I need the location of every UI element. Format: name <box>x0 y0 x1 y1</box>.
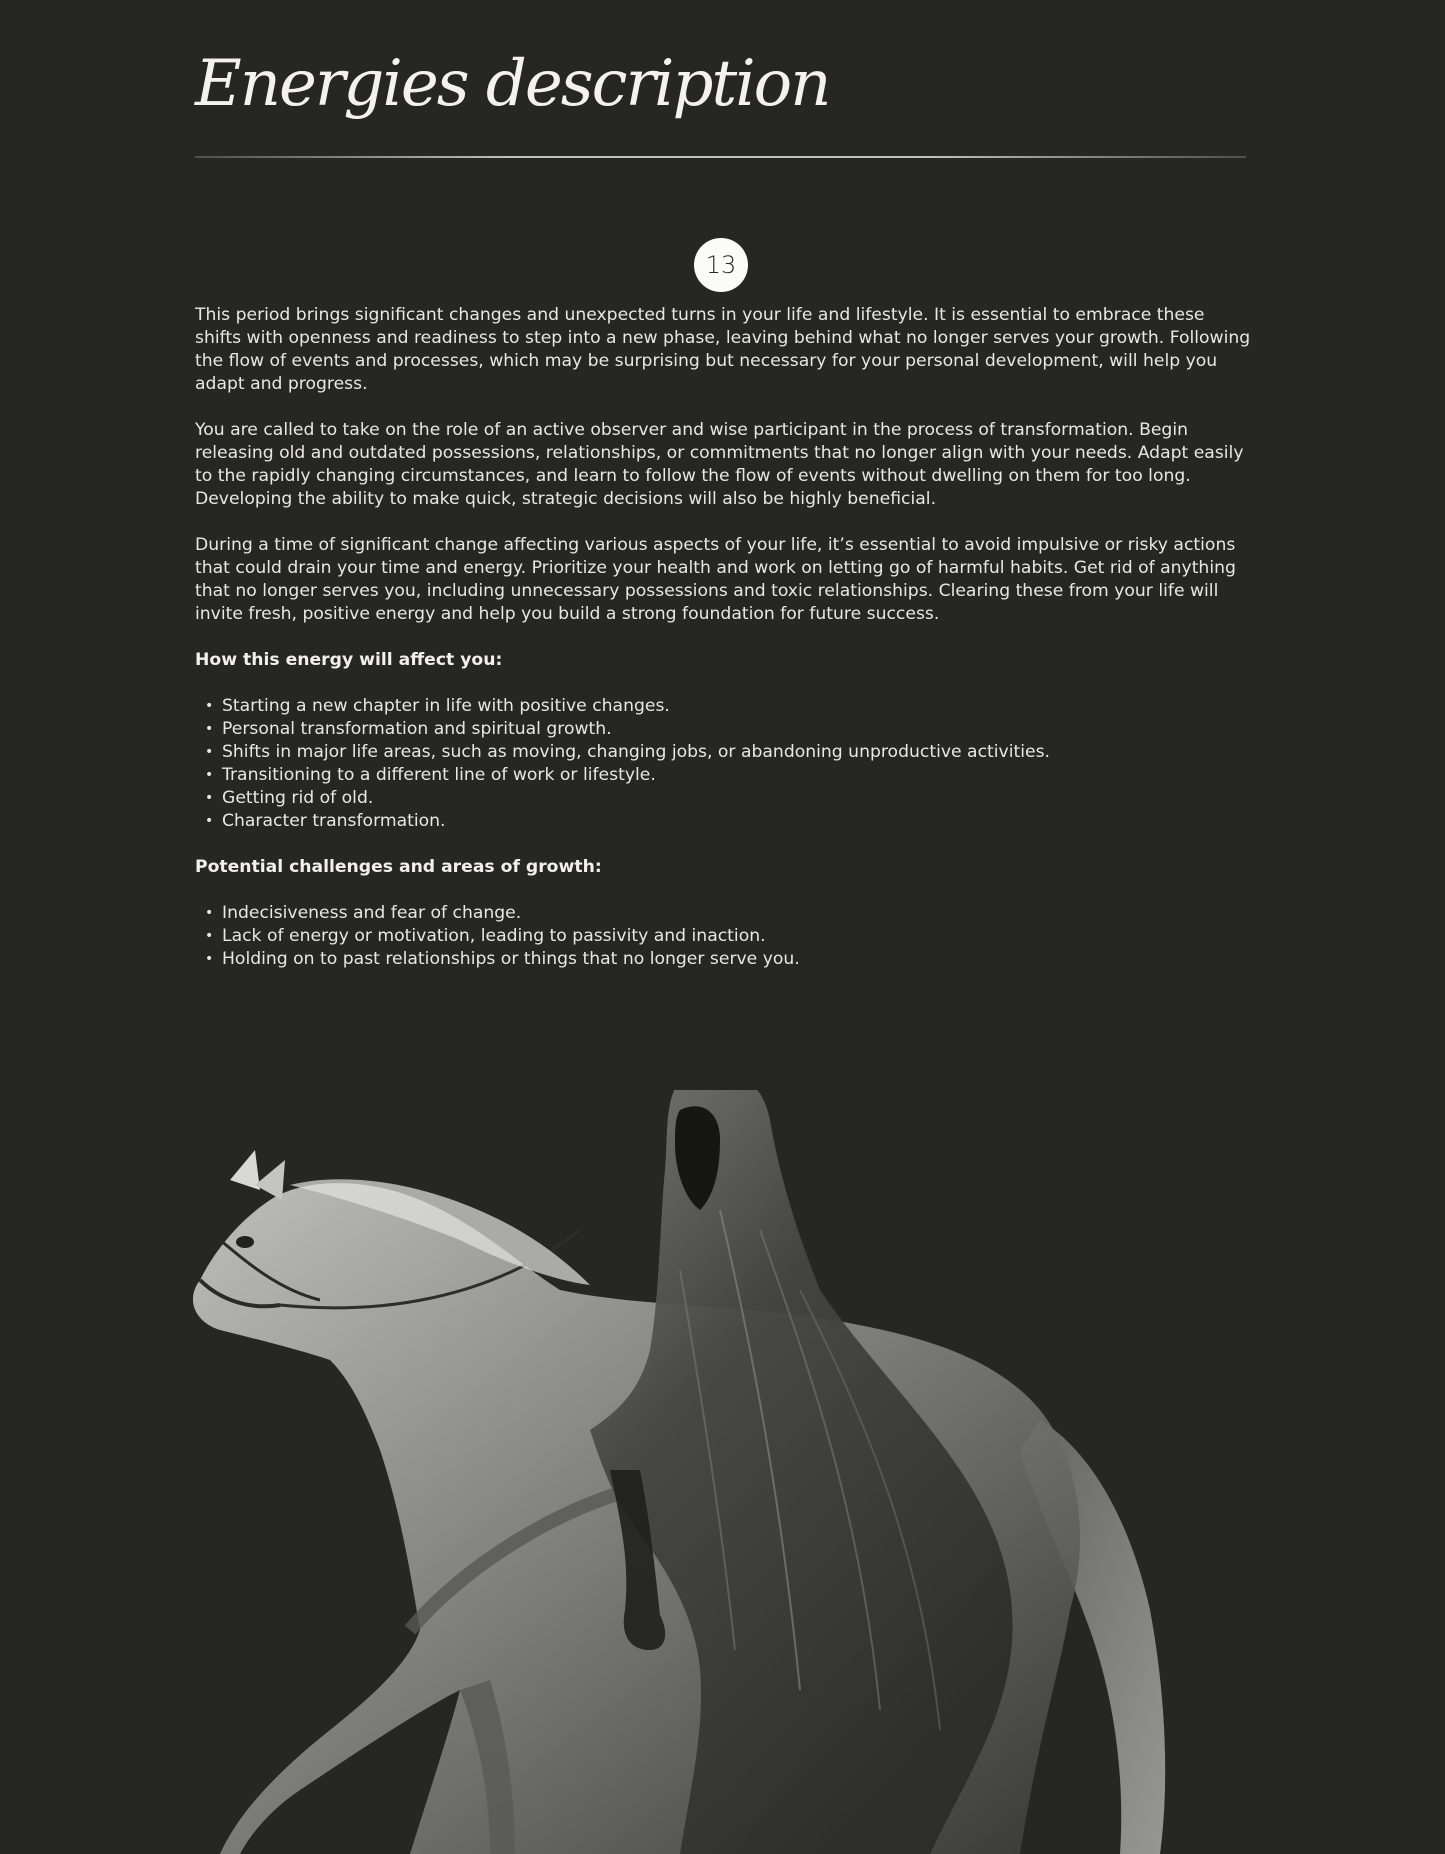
effects-list <box>195 695 1255 833</box>
page-title: Energies description <box>195 47 830 121</box>
list-item: • Transitioning to a different line of work or lifestyle. <box>222 764 1255 787</box>
energy-number: 13 <box>705 251 737 279</box>
paragraph-2: You are called to take on the role of an active observer and wise participant in the process of transformation. Begin releasing old and outdated possessions, relationships, or commitments that no longer align with your needs. Adapt easily to the rapidly changing circumstances, and learn to follow the flow of events without dwelling on them for too long. Developing the ability to make quick, strategic decisions will also be highly beneficial. <box>195 420 1244 509</box>
effects-heading: How this energy will affect you: <box>195 650 503 670</box>
paragraph-1: This period brings significant changes and unexpected turns in your life and lifestyle. It is essential to embrace these shifts with openness and readiness to step into a new phase, leaving behind what no longer serves your growth. Following the flow of events and processes, which may be surprising but necessary for your personal development, will help you adapt and progress. <box>195 305 1251 394</box>
description-content <box>195 304 1255 994</box>
list-item: • Lack of energy or motivation, leading to passivity and inaction. <box>222 925 1255 948</box>
hooded-rider-on-horse-illustration <box>160 1090 1280 1854</box>
list-item: • Personal transformation and spiritual growth. <box>222 718 1255 741</box>
list-item: • Getting rid of old. <box>222 787 1255 810</box>
energy-number-badge <box>694 238 748 292</box>
list-item: • Starting a new chapter in life with positive changes. <box>222 695 1255 718</box>
challenges-heading: Potential challenges and areas of growth: <box>195 857 602 877</box>
paragraph-3: During a time of significant change affecting various aspects of your life, it’s essential to avoid impulsive or risky actions that could drain your time and energy. Prioritize your health and work on letting go of harmful habits. Get rid of anything that no longer serves you, including unnecessary possessions and toxic relationships. Clearing these from your life will invite fresh, positive energy and help you build a strong foundation for future success. <box>195 535 1236 624</box>
list-item: • Holding on to past relationships or things that no longer serve you. <box>222 948 1255 971</box>
list-item: • Shifts in major life areas, such as moving, changing jobs, or abandoning unproductive activities. <box>222 741 1255 764</box>
list-item: • Character transformation. <box>222 810 1255 833</box>
list-item: • Indecisiveness and fear of change. <box>222 902 1255 925</box>
title-divider <box>195 156 1246 158</box>
challenges-list <box>195 902 1255 971</box>
